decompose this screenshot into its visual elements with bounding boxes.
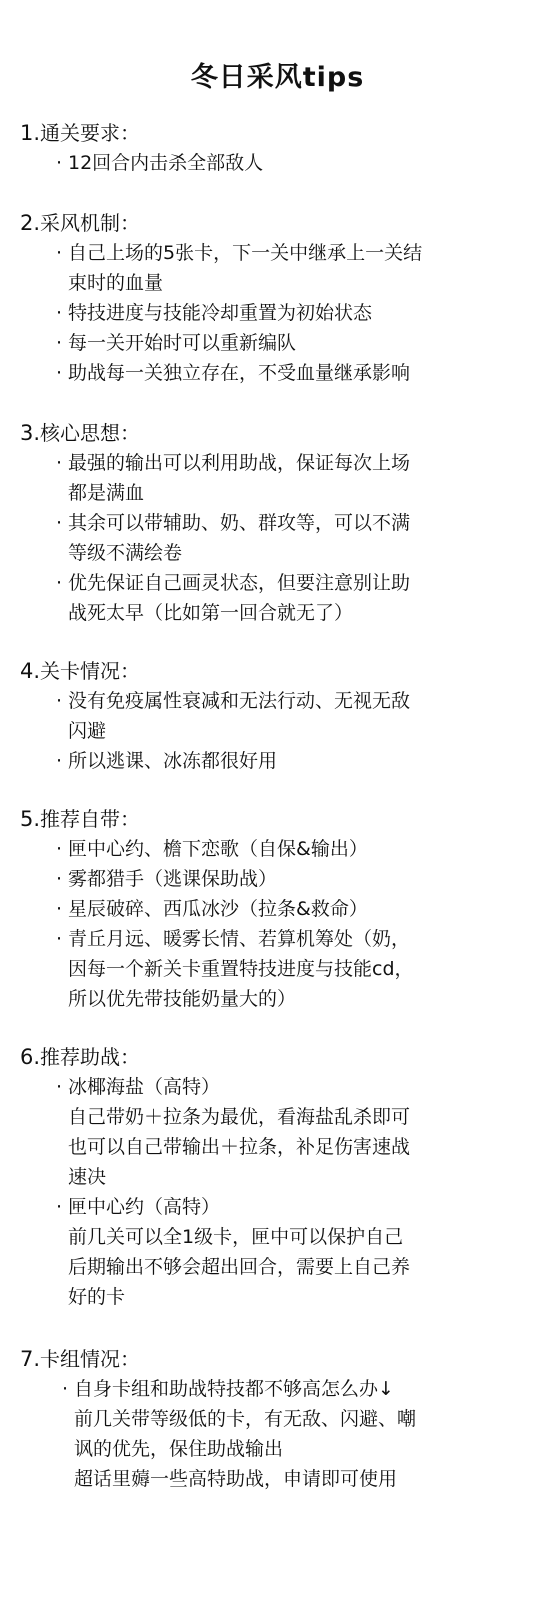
section-title: 推荐自带： [40, 807, 141, 831]
section-heading [20, 208, 540, 238]
list-item [20, 238, 540, 298]
section-heading [20, 804, 540, 834]
section-title: 采风机制： [40, 211, 141, 235]
section-title: 关卡情况： [40, 659, 141, 683]
item-text: 讽的优先，保住助战输出 [74, 1438, 284, 1460]
item-text: 星辰破碎、西瓜冰沙（拉条&救命） [68, 898, 368, 920]
list-item [20, 1374, 540, 1494]
item-text: 前几关带等级低的卡，有无敌、闪避、嘲 [74, 1408, 417, 1430]
bullet-icon: · [55, 898, 63, 920]
section-1 [20, 118, 540, 178]
item-text: 前几关可以全1级卡，匣中可以保护自己 [68, 1226, 404, 1248]
item-text: 所以逃课、冰冻都很好用 [68, 750, 278, 772]
item-text: 因每一个新关卡重置特技进度与技能cd， [68, 958, 414, 980]
list-item [20, 358, 540, 388]
list-item [20, 508, 540, 568]
list-item [20, 894, 540, 924]
bullet-icon: · [55, 362, 63, 384]
section-heading [20, 1344, 540, 1374]
list-item [20, 924, 540, 1014]
list-item [20, 1192, 540, 1312]
item-text: 特技进度与技能冷却重置为初始状态 [68, 302, 373, 324]
section-heading [20, 118, 540, 148]
section-2 [20, 208, 540, 388]
bullet-icon: · [55, 928, 63, 950]
item-text: 雾都猎手（逃课保助战） [68, 868, 278, 890]
item-text: 自身卡组和助战特技都不够高怎么办↓ [74, 1378, 394, 1400]
item-text: 12回合内击杀全部敌人 [68, 152, 264, 174]
section-7 [20, 1344, 540, 1494]
section-title: 卡组情况： [40, 1347, 141, 1371]
section-heading [20, 418, 540, 448]
list-item [20, 834, 540, 864]
list-item [20, 686, 540, 746]
section-title: 核心思想： [40, 421, 141, 445]
item-text: 速决 [68, 1166, 107, 1188]
item-text: 后期输出不够会超出回合，需要上自己养 [68, 1256, 411, 1278]
bullet-icon: · [55, 690, 63, 712]
item-text: 自己上场的5张卡，下一关中继承上一关结 [68, 242, 423, 264]
section-6 [20, 1042, 540, 1312]
list-item [20, 746, 540, 776]
list-item [20, 298, 540, 328]
section-number: 7. [20, 1347, 41, 1371]
bullet-icon: · [55, 1076, 63, 1098]
bullet-icon: · [55, 750, 63, 772]
bullet-icon: · [55, 868, 63, 890]
section-number: 4. [20, 659, 41, 683]
item-text: 没有免疫属性衰减和无法行动、无视无敌 [68, 690, 411, 712]
item-text: 匣中心约（高特） [68, 1196, 221, 1218]
item-text: 匣中心约、檐下恋歌（自保&输出） [68, 838, 368, 860]
bullet-icon: · [55, 1196, 63, 1218]
bullet-icon: · [55, 452, 63, 474]
section-5 [20, 804, 540, 1014]
item-text: 好的卡 [68, 1286, 126, 1308]
list-item [20, 864, 540, 894]
bullet-icon: · [55, 242, 63, 264]
section-heading [20, 656, 540, 686]
section-title: 通关要求： [40, 121, 141, 145]
bullet-icon: · [55, 332, 63, 354]
item-text: 闪避 [68, 720, 107, 742]
list-item [20, 448, 540, 508]
item-text: 等级不满绘卷 [68, 542, 183, 564]
item-text: 青丘月远、暖雾长情、若算机筹处（奶， [68, 928, 411, 950]
item-text: 助战每一关独立存在，不受血量继承影响 [68, 362, 411, 384]
item-text: 冰椰海盐（高特） [68, 1076, 221, 1098]
bullet-icon: · [55, 152, 63, 174]
item-text: 所以优先带技能奶量大的） [68, 988, 297, 1010]
item-text: 束时的血量 [68, 272, 164, 294]
item-text: 也可以自己带输出＋拉条，补足伤害速战 [68, 1136, 411, 1158]
page-title: 冬日采风tips [190, 62, 365, 93]
section-4 [20, 656, 540, 776]
section-number: 3. [20, 421, 41, 445]
bullet-icon: · [55, 512, 63, 534]
section-heading [20, 1042, 540, 1072]
section-3 [20, 418, 540, 628]
item-text: 超话里薅一些高特助战，申请即可使用 [74, 1468, 398, 1490]
item-text: 战死太早（比如第一回合就无了） [68, 602, 354, 624]
section-title: 推荐助战： [40, 1045, 141, 1069]
item-text: 优先保证自己画灵状态，但要注意别让助 [68, 572, 411, 594]
section-number: 1. [20, 121, 41, 145]
item-text: 每一关开始时可以重新编队 [68, 332, 297, 354]
bullet-icon: · [55, 838, 63, 860]
item-text: 都是满血 [68, 482, 145, 504]
list-item [20, 568, 540, 628]
list-item [20, 328, 540, 358]
bullet-icon: · [55, 572, 63, 594]
section-number: 6. [20, 1045, 41, 1069]
list-item [20, 1072, 540, 1192]
list-item [20, 148, 540, 178]
item-text: 最强的输出可以利用助战，保证每次上场 [68, 452, 411, 474]
bullet-icon: · [61, 1378, 69, 1400]
section-number: 2. [20, 211, 41, 235]
item-text: 其余可以带辅助、奶、群攻等，可以不满 [68, 512, 411, 534]
bullet-icon: · [55, 302, 63, 324]
section-number: 5. [20, 807, 41, 831]
item-text: 自己带奶＋拉条为最优，看海盐乱杀即可 [68, 1106, 411, 1128]
